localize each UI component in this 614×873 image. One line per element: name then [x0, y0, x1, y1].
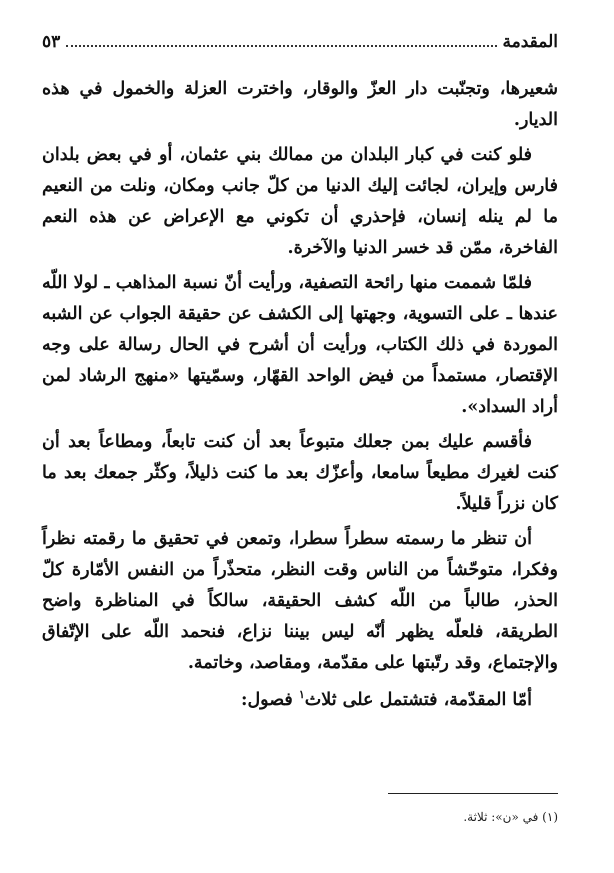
section-title: المقدمة — [502, 32, 558, 52]
page-number: ٥٣ — [42, 32, 61, 52]
paragraph-1: شعيرها، وتجنّبت دار العزّ والوقار، واخترت العزلة والخمول في هذه الديار. — [42, 79, 558, 130]
paragraph-3: فلمّا شممت منها رائحة التصفية، ورأيت أنّ نسبة المذاهب ـ لولا اللّه عندها ـ على التسوية، وجهتها إلى الكشف عن حقيقة الجواب عن الشبه الموردة في ذلك الكتاب، ورأيت أن أشرح في الحال رسالة على وجه الإقتصار، مستمداً من فيض الواحد القهّار، وسمّيتها «منهج الرشاد لمن أراد السداد». — [42, 273, 558, 417]
footnote-divider — [388, 793, 558, 794]
paragraph-6 — [42, 679, 558, 716]
paragraph-5: أن تنظر ما رسمته سطراً سطرا، وتمعن في تحقيق ما رقمته نظراً وفكرا، متوحّشاً من الناس وقت النظر، متحذّراً من النفس الأمّارة كلّ الحذر، طالباً من اللّه كشف الحقيقة، سالكاً في المناظرة واضح الطريقة، فلعلّه يظهر أنّه ليس بيننا نزاع، فنحمد اللّه على الإتّفاق والإجتماع، وقد رتّبتها على مقدّمة، ومقاصد، وخاتمة. — [42, 529, 558, 673]
closing-text-end: فصول: — [241, 689, 293, 710]
closing-text-start: أمّا المقدّمة، فتشتمل على ثلاث — [304, 689, 532, 710]
paragraph-4: فأقسم عليك بمن جعلك متبوعاً بعد أن كنت تابعاً، ومطاعاً بعد أن كنت لغيرك مطيعاً سامعا، وأعزّك بعد ما كنت ذليلاً، وكثّر جمعك بعد ما كان نزراً قليلاً. — [42, 432, 558, 514]
footnote-text: (١) في «ن»: ثلاثة. — [463, 810, 558, 824]
page-header — [42, 28, 558, 52]
paragraph-2: فلو كنت في كبار البلدان من ممالك بني عثمان، أو في بعض بلدان فارس وإيران، لجائت إليك الدنيا من كلّ جانب ومكان، ونلت من النعيم ما لم ينله إنسان، فإحذري أن تكوني مع الإعراض عن هذه النعم الفاخرة، ممّن قد خسر الدنيا والآخرة. — [42, 145, 558, 258]
page-body — [42, 74, 558, 716]
dotted-leader — [66, 44, 496, 47]
footnote-mark: ١ — [298, 688, 305, 701]
